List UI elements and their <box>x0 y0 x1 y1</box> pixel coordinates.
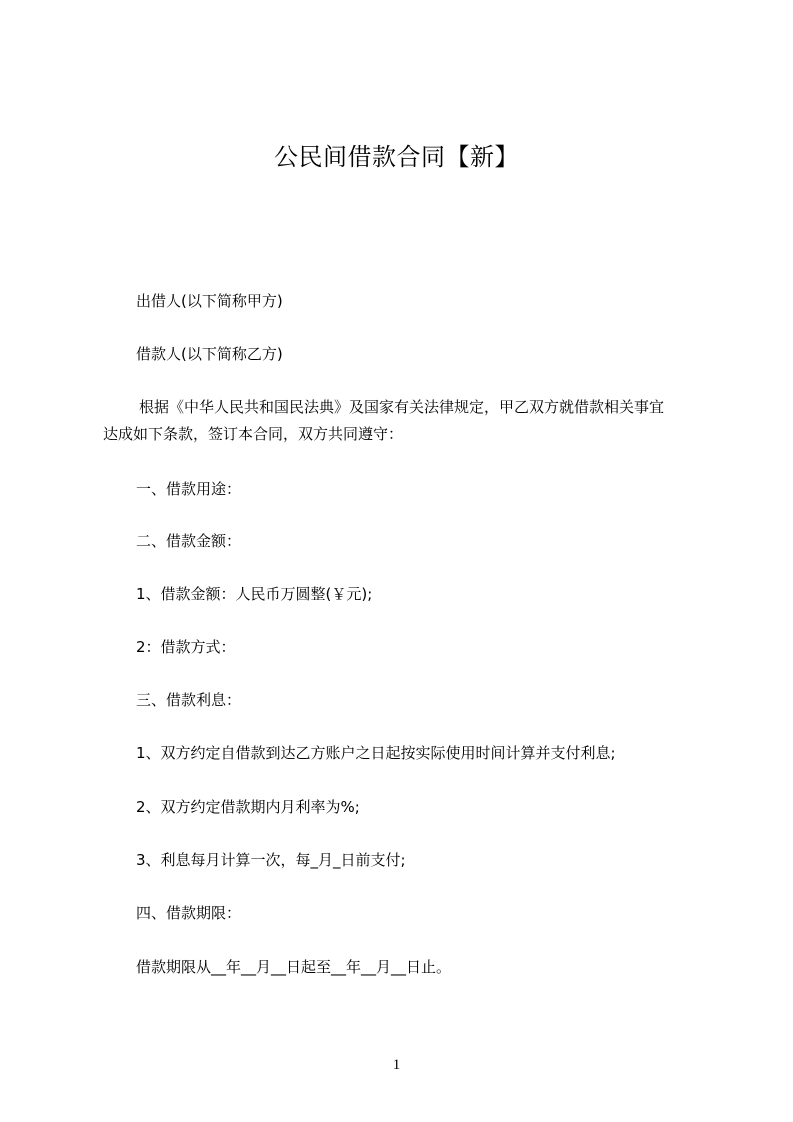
interest-payment-item: 3、利息每月计算一次，每_月_日前支付; <box>136 851 406 869</box>
section-purpose-heading: 一、借款用途： <box>136 480 242 498</box>
document-title: 公民间借款合同【新】 <box>274 143 519 171</box>
interest-calculation-item: 1、双方约定自借款到达乙方账户之日起按实际使用时间计算并支付利息; <box>136 744 616 762</box>
loan-term-line: 借款期限从__年__月__日起至__年__月__日止。 <box>136 958 452 976</box>
loan-amount-item: 1、借款金额：人民币万圆整(￥元); <box>136 585 373 603</box>
section-interest-heading: 三、借款利息： <box>136 691 242 709</box>
borrower-line: 借款人(以下简称乙方) <box>136 345 283 363</box>
monthly-rate-item: 2、双方约定借款期内月利率为%; <box>136 798 360 816</box>
loan-method-item: 2：借款方式： <box>136 638 236 656</box>
preamble-line-2: 达成如下条款，签订本合同，双方共同遵守： <box>103 425 404 443</box>
lender-line: 出借人(以下简称甲方) <box>136 292 283 310</box>
section-term-heading: 四、借款期限： <box>136 904 242 922</box>
preamble-line-1: 根据《中华人民共和国民法典》及国家有关法律规定，甲乙双方就借款相关事宜 <box>139 398 665 416</box>
preamble-paragraph <box>103 394 703 448</box>
section-amount-heading: 二、借款金额： <box>136 532 242 550</box>
page-number: 1 <box>392 1057 401 1073</box>
